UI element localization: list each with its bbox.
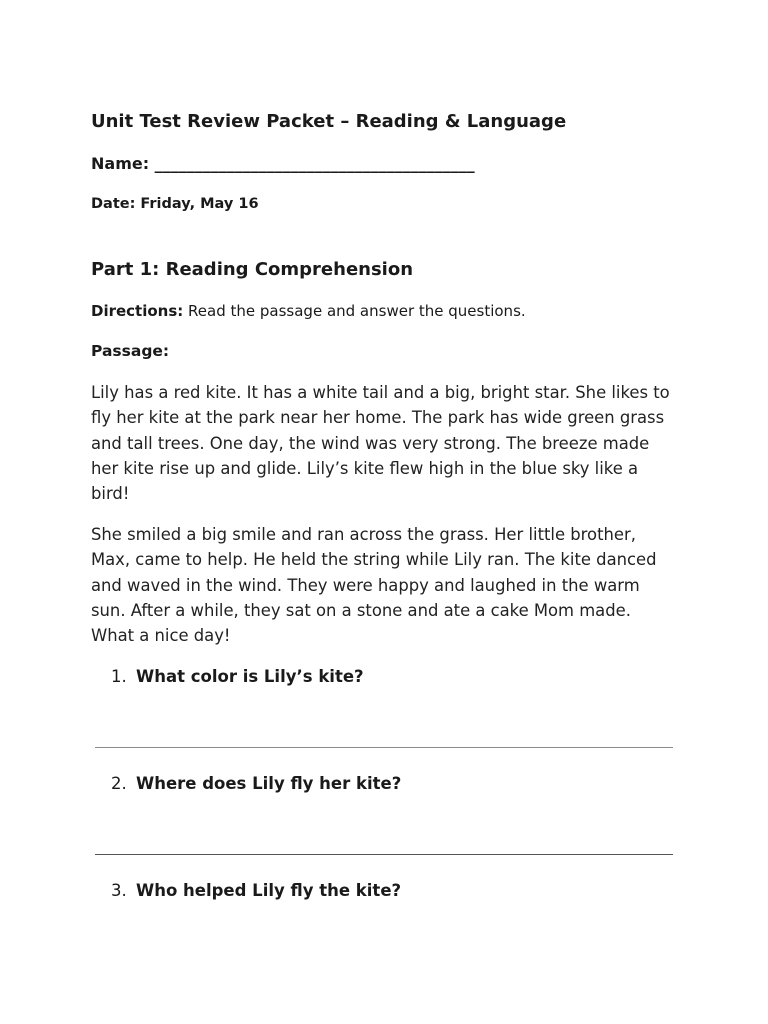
question-number: 1.: [111, 667, 127, 686]
date-line: Date: Friday, May 16: [91, 196, 259, 212]
passage-paragraph-2: She smiled a big smile and ran across the grass. Her little brother, Max, came to help. He held the string while Lily ran. The kite danced and waved in the wind. They were happy and laughed in the warm sun. After a while, they sat on a stone and ate a cake Mom made. What a nice day!: [91, 525, 657, 646]
question-text: Where does Lily fly her kite?: [136, 774, 402, 793]
passage-paragraph-1: Lily has a red kite. It has a white tail and a big, bright star. She likes to fly her kite at the park near her home. The park has wide green grass and tall trees. One day, the wind was very strong. The breeze made her kite rise up and glide. Lily’s kite flew high in the blue sky like a bird!: [91, 383, 670, 504]
directions: [91, 302, 526, 320]
question-number: 2.: [111, 774, 127, 793]
name-field-line: Name: ________________________________________: [91, 154, 475, 173]
question-text: What color is Lily’s kite?: [136, 667, 364, 686]
question-text: Who helped Lily fly the kite?: [136, 881, 402, 900]
directions-label: Directions:: [91, 302, 184, 320]
worksheet-title: Unit Test Review Packet – Reading & Language: [91, 111, 567, 132]
answer-line-1[interactable]: [95, 747, 673, 748]
question-number: 3.: [111, 881, 127, 900]
part-1-heading: Part 1: Reading Comprehension: [91, 259, 414, 280]
directions-text: Read the passage and answer the questions.: [183, 302, 526, 320]
passage-label: Passage:: [91, 342, 170, 360]
answer-line-2[interactable]: [95, 854, 673, 855]
